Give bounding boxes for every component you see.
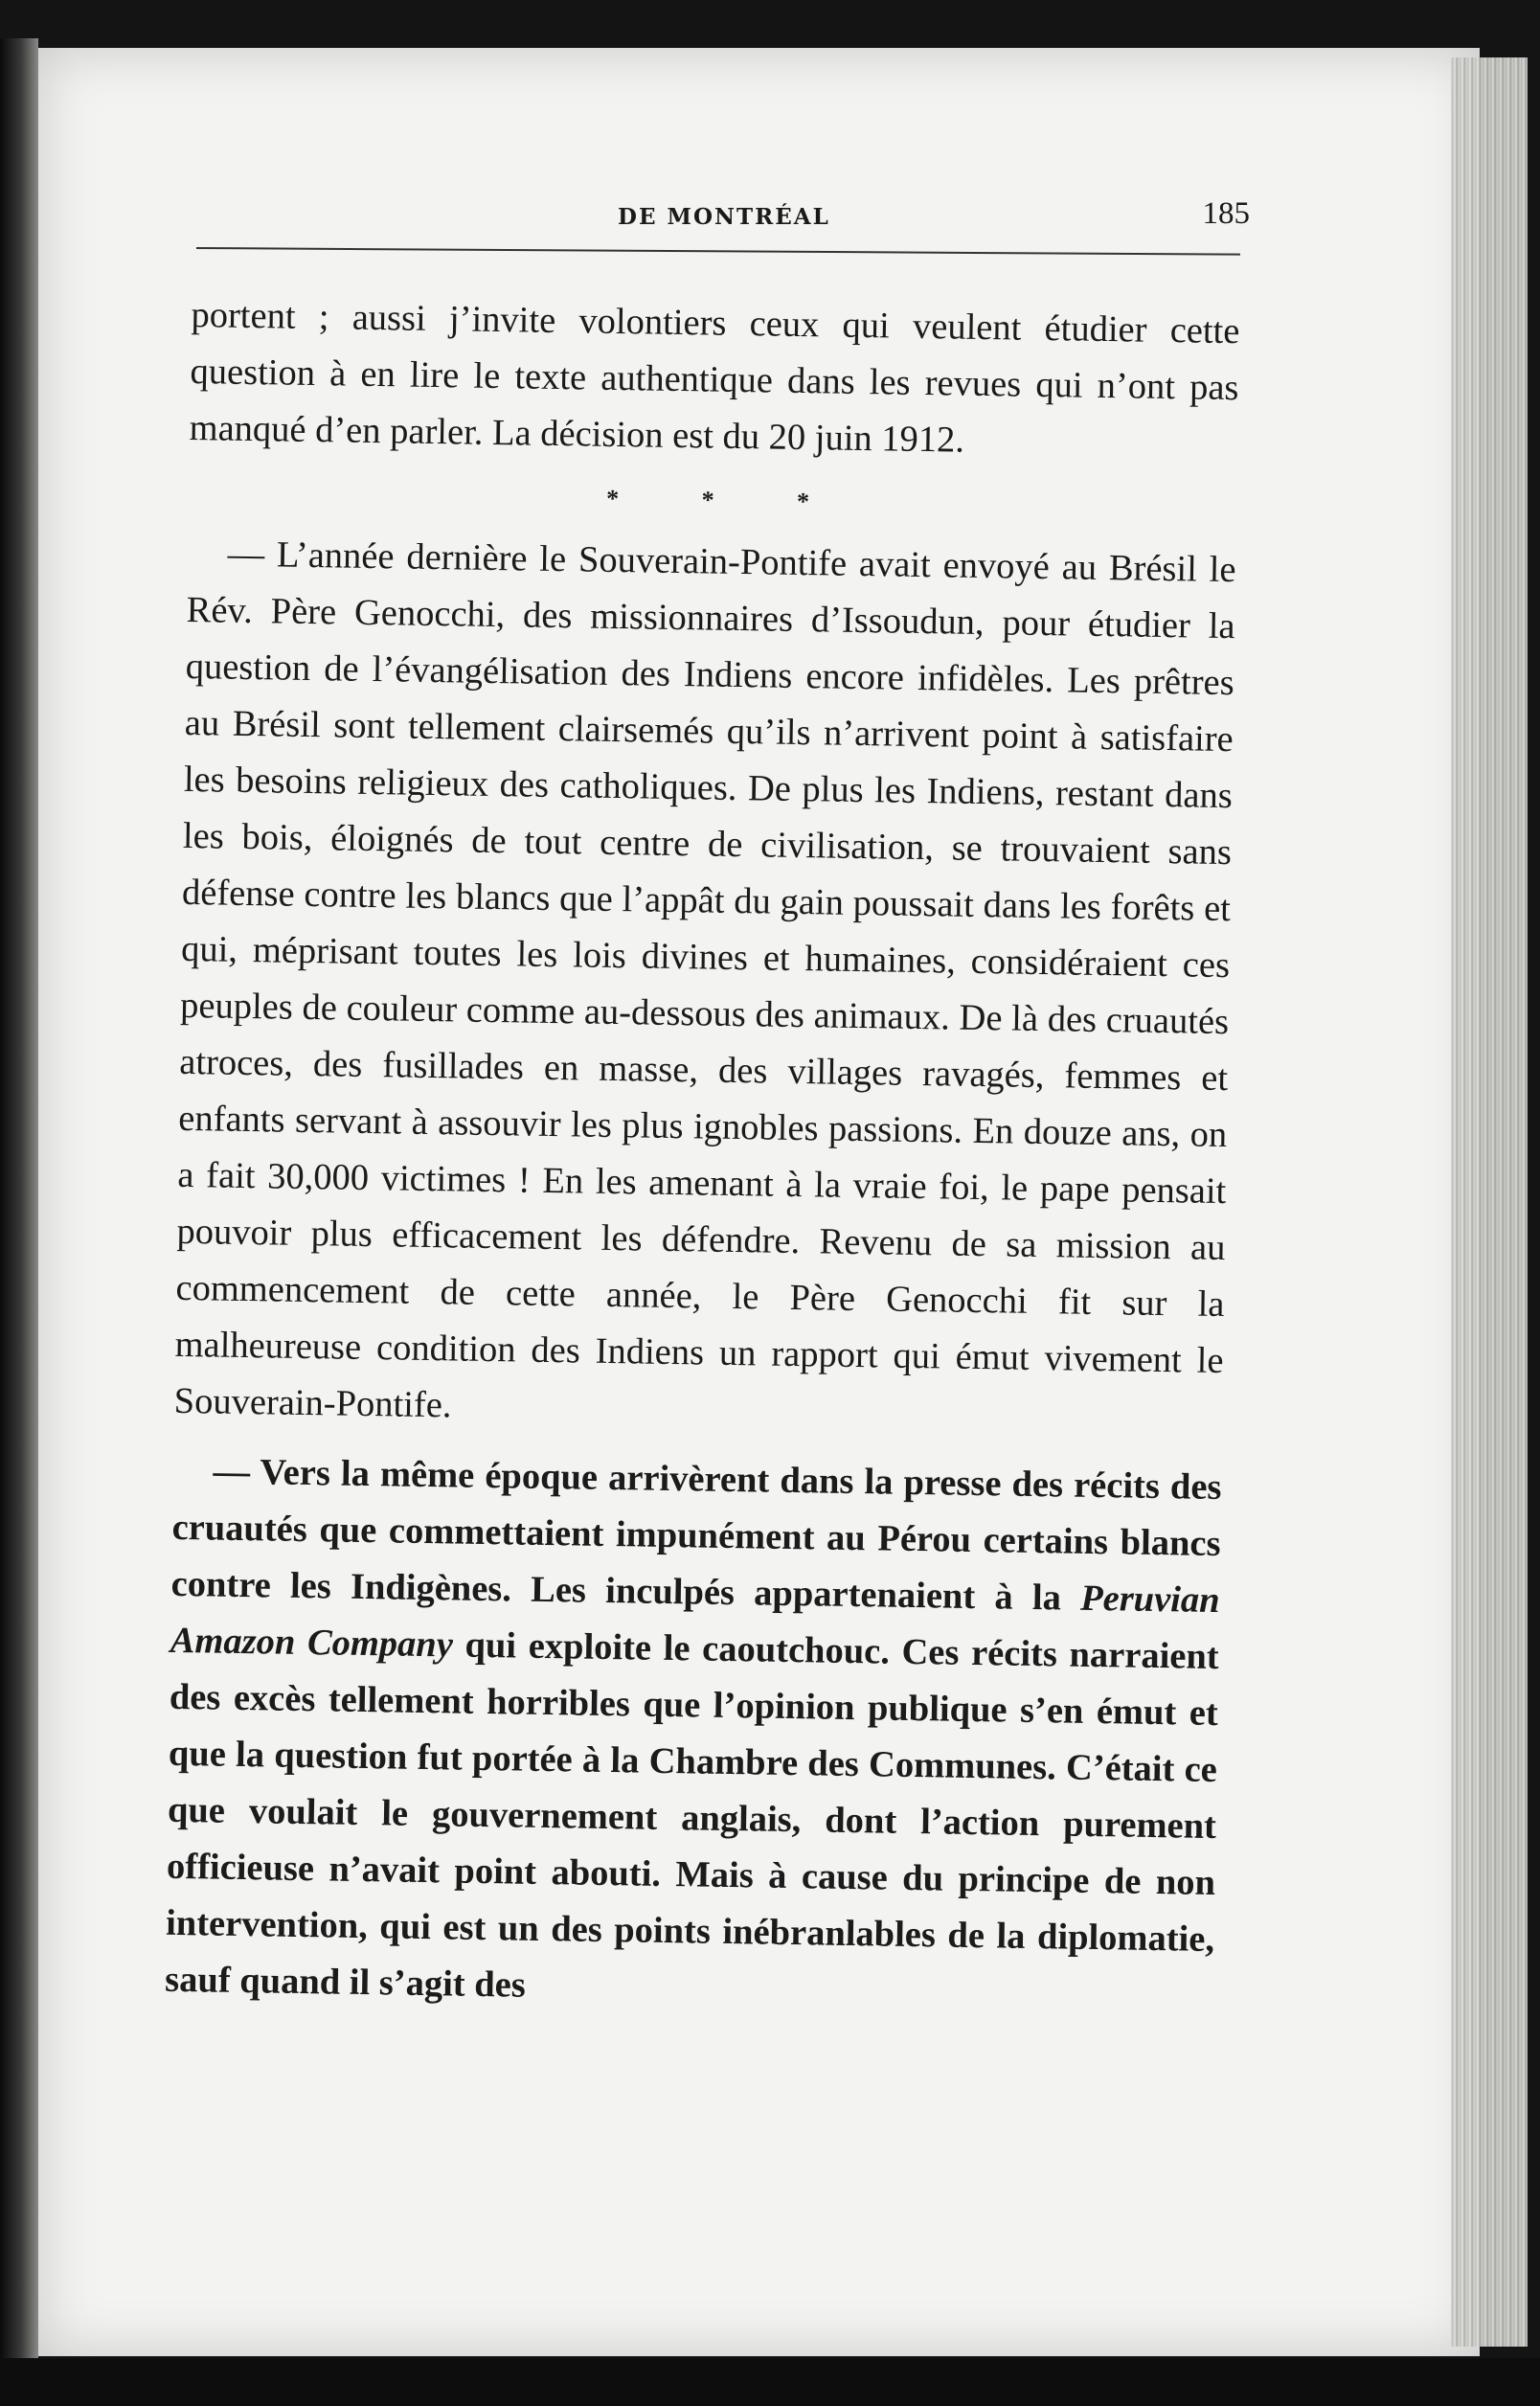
- page-header: [163, 158, 1255, 231]
- page-edges: [1451, 57, 1528, 2347]
- section-separator: * * *: [605, 484, 849, 516]
- paragraph-peru-end: qui exploite le caoutchouc. Ces récits narraient des excès tellement horribles que l’opinion publique s’en émut et que la question fut portée à la Chambre des Communes. C’était ce que voulait le gouvernement anglais, dont l’action purement officieuse n’avait point abouti. Mais à cause du principe de non intervention, qui est un des points inébranlables de la diplomatie, sauf quand il s’agit des: [164, 1624, 1220, 2006]
- paragraph-brazil: — L’année dernière le Souverain-Pontife avait envoyé au Brésil le Rév. Père Genocchi, des missionnaires d’Issoudun, pour étudier la question de l’évangélisation des Indiens encore infidèles. Les prêtres au Brésil sont tellement clairsemés qu’ils n’arrivent point à satisfaire les besoins religieux des catholiques. De plus les Indiens, restant dans les bois, éloignés de tout centre de civilisation, se trouvaient sans défense contre les blancs que l’appât du gain poussait dans les forêts et qui, méprisant toutes les lois divines et humaines, considéraient ces peuples de couleur comme au-dessous des animaux. De là des cruautés atroces, des fusillades en masse, des villages ravagés, femmes et enfants servant à assouvir les plus ignobles passions. En douze ans, on a fait 30,000 victimes ! En les amenant à la vraie foi, le pape pensait pouvoir plus efficacement les défendre. Revenu de sa mission au commencement de cette année, le Père Genocchi fit sur la malheureuse condition des Indiens un rapport qui émut vivement le Souverain-Pontife.: [173, 533, 1236, 1426]
- paragraph-continued: portent ; aussi j’invite volontiers ceux qui veulent étudier cette question à en lire le texte authentique dans les revues qui n’ont pas manqué d’en parler. La décision est du 20 juin 1912.: [189, 294, 1240, 461]
- scan-bottom-edge: [0, 2358, 1540, 2406]
- paragraph-peru-start: — Vers la même époque arrivèrent dans la presse des récits des cruautés que commettaient impunément au Pérou certains blancs contre les Indigènes. Les inculpés appartenaient à la: [170, 1451, 1222, 1619]
- running-head: DE MONTRÉAL: [618, 204, 830, 230]
- page-number: 185: [1202, 196, 1250, 231]
- book-spine: [0, 38, 38, 2375]
- paragraph-peru: [165, 1443, 1222, 2025]
- body-text: [165, 287, 1240, 2025]
- company-name: Peruvian Amazon Company: [170, 1578, 1220, 1666]
